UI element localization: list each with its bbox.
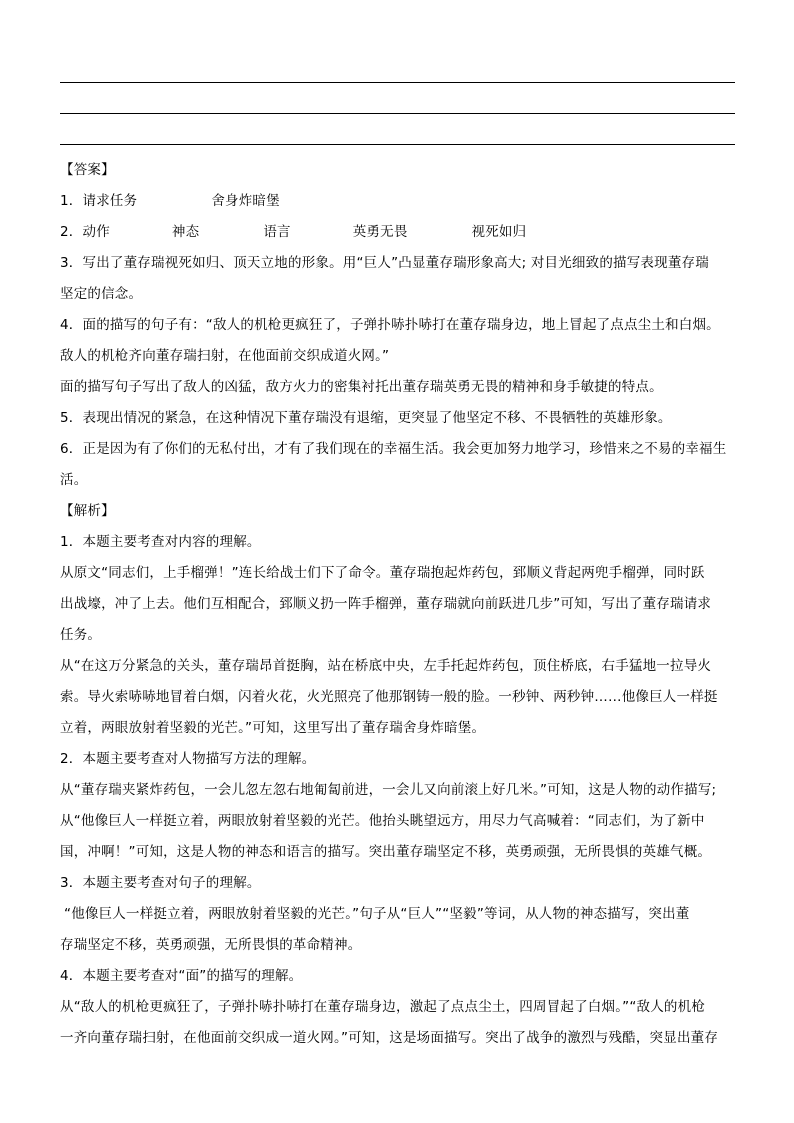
analysis-4-line-2: 一齐向董存瑞扫射，在他面前交织成一道火网。”可知，这是场面描写。突出了战争的激烈与残酷，突显出董存: [60, 1030, 719, 1046]
analysis-1-para-2-line-2: 索。导火索哧哧地冒着白烟，闪着火花，火光照亮了他那钢铸一般的脸。一秒钟、两秒钟……他像巨人一样挺: [60, 689, 718, 705]
analysis-1-title: 1．本题主要考查对内容的理解。: [60, 534, 261, 550]
analysis-heading: 【解析】: [60, 503, 115, 519]
analysis-3-title: 3．本题主要考查对句子的理解。: [60, 875, 261, 891]
analysis-1-para-1-line-3: 任务。: [60, 627, 102, 643]
analysis-1-para-1-line-1: 从原文“同志们，上手榴弹！”连长给战士们下了命令。董存瑞抱起炸药包，郅顺义背起两兜手榴弹，同时跃: [60, 565, 705, 581]
answer-4-line-3: 面的描写句子写出了敌人的凶猛，敌方火力的密集衬托出董存瑞英勇无畏的精神和身手敏捷的特点。: [60, 379, 663, 395]
answer-2-item-2: 神态: [171, 224, 200, 240]
analysis-2-line-2: 从“他像巨人一样挺立着，两眼放射着坚毅的光芒。他抬头眺望远方，用尽力气高喊着：“同志们，为了新中: [60, 813, 705, 829]
answer-blank-line-1: [60, 82, 735, 83]
answer-2-item-3: 语言: [263, 224, 291, 240]
answer-blank-line-3: [60, 144, 735, 145]
analysis-3-line-1: “他像巨人一样挺立着，两眼放射着坚毅的光芒。”句子从“巨人”“坚毅”等词，从人物的神态描写，突出董: [64, 906, 690, 922]
analysis-1-para-1-line-2: 出战壕，冲了上去。他们互相配合，郅顺义扔一阵手榴弹，董存瑞就向前跃进几步”可知，写出了董存瑞请求: [60, 596, 712, 612]
analysis-2-title: 2．本题主要考查对人物描写方法的理解。: [60, 751, 316, 767]
answer-2-item-5: 视死如归: [471, 224, 527, 240]
answer-3-line-2: 坚定的信念。: [60, 286, 143, 302]
answer-2-item-4: 英勇无畏: [352, 224, 408, 240]
analysis-2-line-3: 国，冲啊！”可知，这是人物的神态和语言的描写。突出董存瑞坚定不移，英勇顽强，无所畏惧的英雄气概。: [60, 844, 712, 860]
answer-4-line-2: 敌人的机枪齐向董存瑞扫射，在他面前交织成道火网。”: [60, 348, 390, 364]
answer-5: 5．表现出情况的紧急，在这种情况下董存瑞没有退缩，更突显了他坚定不移、不畏牺牲的英雄形象。: [60, 410, 672, 426]
analysis-4-title: 4．本题主要考查对“面”的描写的理解。: [60, 968, 303, 984]
answer-6-line-2: 活。: [60, 472, 88, 488]
answer-1-part-1: 请求任务: [82, 193, 138, 209]
analysis-3-line-2: 存瑞坚定不移，英勇顽强，无所畏惧的革命精神。: [60, 937, 362, 953]
answer-2-number: 2．: [60, 224, 83, 240]
answer-1-number: 1．: [60, 193, 83, 209]
answer-blank-line-2: [60, 113, 735, 114]
answer-1: [60, 191, 740, 211]
answer-1-part-2: 舍身炸暗堡: [211, 193, 280, 209]
answer-heading: 【答案】: [60, 162, 115, 178]
analysis-4-line-1: 从“敌人的机枪更疯狂了，子弹扑哧扑哧打在董存瑞身边，激起了点点尘土，四周冒起了白烟。”“敌人的机枪: [60, 999, 706, 1015]
analysis-1-para-2-line-1: 从“在这万分紧急的关头，董存瑞昂首挺胸，站在桥底中央，左手托起炸药包，顶住桥底，右手猛地一拉导火: [60, 658, 712, 674]
answer-4-line-1: 4．面的描写的句子有：“敌人的机枪更疯狂了，子弹扑哧扑哧打在董存瑞身边，地上冒起了点点尘土和白烟。: [60, 317, 720, 333]
analysis-1-para-2-line-3: 立着，两眼放射着坚毅的光芒。”可知，这里写出了董存瑞舍身炸暗堡。: [60, 720, 486, 736]
analysis-2-line-1: 从“董存瑞夹紧炸药包，一会儿忽左忽右地匍匐前进，一会儿又向前滚上好几米。”可知，这是人物的动作描写;: [60, 782, 717, 798]
answer-2: [60, 222, 740, 242]
answer-6-line-1: 6．正是因为有了你们的无私付出，才有了我们现在的幸福生活。我会更加努力地学习，珍惜来之不易的幸福生: [60, 441, 727, 457]
answer-3-line-1: 3．写出了董存瑞视死如归、顶天立地的形象。用“巨人”凸显董存瑞形象高大; 对目光细致的描写表现董存瑞: [60, 255, 709, 271]
answer-2-item-1: 动作: [82, 224, 110, 240]
